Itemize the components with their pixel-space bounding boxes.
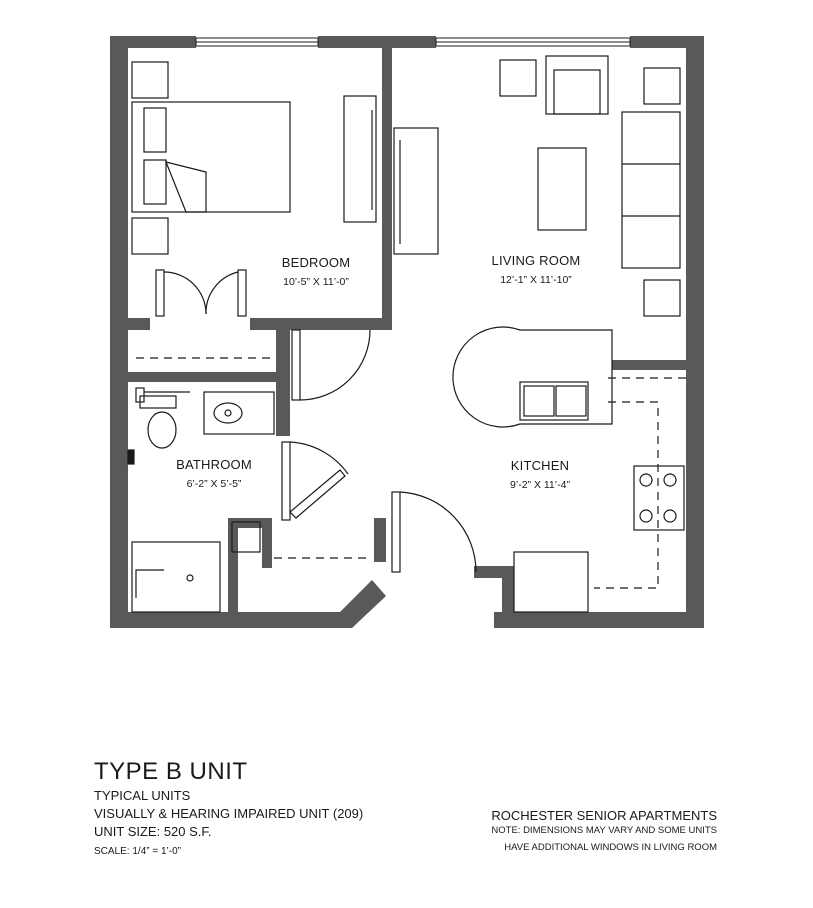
bathroom-label: BATHROOM xyxy=(176,457,252,472)
bedroom-label: BEDROOM xyxy=(281,255,351,270)
exterior-walls xyxy=(110,36,704,628)
living-room-dimensions: 12’-1” X 11’-10” xyxy=(500,274,572,286)
unit-size: UNIT SIZE: 520 S.F. xyxy=(94,824,212,839)
note-line-2: HAVE ADDITIONAL WINDOWS IN LIVING ROOM xyxy=(504,842,717,853)
living-room-label: LIVING ROOM xyxy=(491,253,581,268)
bedroom-furniture xyxy=(132,62,376,358)
kitchen-label: KITCHEN xyxy=(510,458,570,473)
property-name: ROCHESTER SENIOR APARTMENTS xyxy=(491,808,717,823)
note-line-1: NOTE: DIMENSIONS MAY VARY AND SOME UNITS xyxy=(491,825,717,836)
unit-description: VISUALLY & HEARING IMPAIRED UNIT (209) xyxy=(94,806,364,821)
bathroom-dimensions: 6’-2” X 5’-5” xyxy=(186,478,242,490)
bedroom-dimensions: 10’-5” X 11’-0” xyxy=(283,276,349,288)
bathroom-fixtures xyxy=(128,388,274,612)
kitchen-dimensions: 9’-2” X 11’-4” xyxy=(510,479,570,491)
plan-scale: SCALE: 1/4” = 1’-0” xyxy=(94,846,181,857)
unit-subtitle: TYPICAL UNITS xyxy=(94,788,191,803)
unit-title: TYPE B UNIT xyxy=(94,758,248,785)
